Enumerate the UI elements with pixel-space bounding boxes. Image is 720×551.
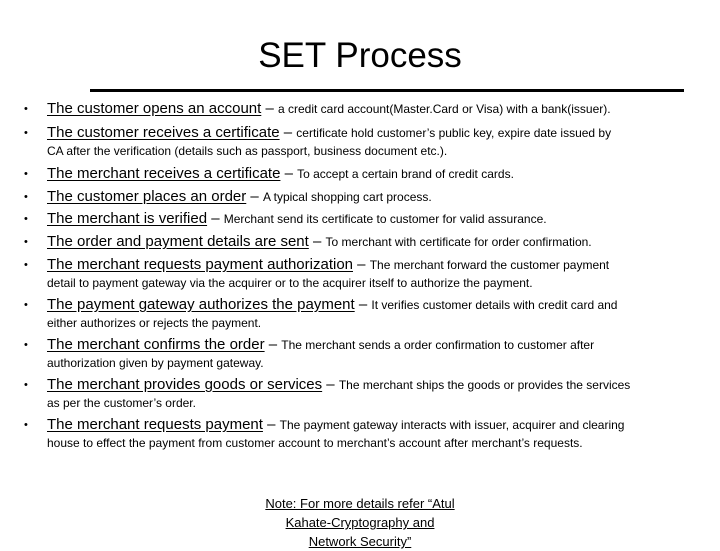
- item-separator: –: [262, 416, 280, 433]
- bullet-icon: •: [24, 191, 28, 203]
- item-description: a credit card account(Master.Card or Visa) with a bank(issuer).: [277, 102, 611, 116]
- item-line: [47, 335, 594, 355]
- item-description: The payment gateway interacts with issuer, acquirer and clearing: [279, 418, 625, 432]
- item-description: Merchant send its certificate to customer for valid assurance.: [223, 212, 547, 226]
- item-description: To merchant with certificate for order confirmation.: [325, 235, 592, 249]
- item-line: [47, 164, 514, 184]
- item-separator: –: [207, 210, 224, 227]
- item-heading: The customer opens an account: [47, 100, 262, 117]
- item-line: [47, 375, 630, 395]
- item-separator: –: [246, 188, 263, 205]
- bullet-icon: •: [24, 299, 28, 311]
- item-line: [47, 295, 617, 315]
- item-separator: –: [280, 165, 298, 182]
- item-heading: The customer places an order: [47, 188, 247, 205]
- item-line: [47, 187, 432, 207]
- item-description: The merchant sends a order confirmation to customer after: [281, 338, 595, 352]
- note-line: Kahate-Cryptography and: [285, 515, 435, 530]
- item-line: [47, 123, 611, 143]
- item-line: [47, 209, 547, 229]
- item-description: The merchant ships the goods or provides the services: [338, 378, 631, 392]
- bullet-icon: •: [24, 419, 28, 431]
- item-continuation: detail to payment gateway via the acquirer or to the acquirer itself to authorize the payment.: [47, 276, 533, 290]
- item-separator: –: [322, 376, 339, 393]
- item-separator: –: [279, 124, 297, 141]
- bullet-icon: •: [24, 379, 28, 391]
- bullet-icon: •: [24, 103, 28, 115]
- item-heading: The merchant provides goods or services: [47, 376, 323, 393]
- item-heading: The merchant requests payment authorization: [47, 256, 353, 273]
- item-description: certificate hold customer’s public key, expire date issued by: [296, 126, 612, 140]
- item-heading: The payment gateway authorizes the payment: [47, 296, 355, 313]
- item-description: It verifies customer details with credit card and: [371, 298, 618, 312]
- bullet-icon: •: [24, 127, 28, 139]
- item-heading: The customer receives a certificate: [47, 124, 280, 141]
- item-separator: –: [264, 336, 282, 353]
- title-underline-rule: [90, 89, 684, 92]
- item-separator: –: [353, 256, 370, 273]
- item-heading: The order and payment details are sent: [47, 233, 309, 250]
- item-description: The merchant forward the customer payment: [369, 258, 610, 272]
- item-line: [47, 415, 624, 435]
- item-separator: –: [308, 233, 326, 250]
- item-heading: The merchant receives a certificate: [47, 165, 281, 182]
- item-line: [47, 232, 592, 252]
- item-continuation: house to effect the payment from customer account to merchant’s account after merchant’s requests.: [47, 436, 583, 450]
- note-line: Network Security”: [308, 534, 412, 549]
- item-separator: –: [354, 296, 372, 313]
- reference-note: [250, 494, 470, 551]
- item-continuation: either authorizes or rejects the payment.: [47, 316, 262, 330]
- item-description: To accept a certain brand of credit cards.: [297, 167, 514, 181]
- item-description: A typical shopping cart process.: [262, 190, 432, 204]
- item-continuation: authorization given by payment gateway.: [47, 356, 264, 370]
- item-line: [47, 255, 609, 275]
- item-heading: The merchant is verified: [47, 210, 208, 227]
- item-separator: –: [261, 100, 278, 117]
- item-heading: The merchant requests payment: [47, 416, 263, 433]
- item-continuation: as per the customer’s order.: [47, 396, 196, 410]
- item-heading: The merchant confirms the order: [47, 336, 265, 353]
- bullet-icon: •: [24, 213, 28, 225]
- bullet-icon: •: [24, 168, 28, 180]
- item-continuation: CA after the verification (details such as passport, business document etc.).: [47, 144, 448, 158]
- bullet-icon: •: [24, 259, 28, 271]
- note-line: Note: For more details refer “Atul: [265, 496, 455, 511]
- item-line: [47, 99, 611, 119]
- slide-title: SET Process: [258, 36, 462, 75]
- bullet-icon: •: [24, 236, 28, 248]
- bullet-icon: •: [24, 339, 28, 351]
